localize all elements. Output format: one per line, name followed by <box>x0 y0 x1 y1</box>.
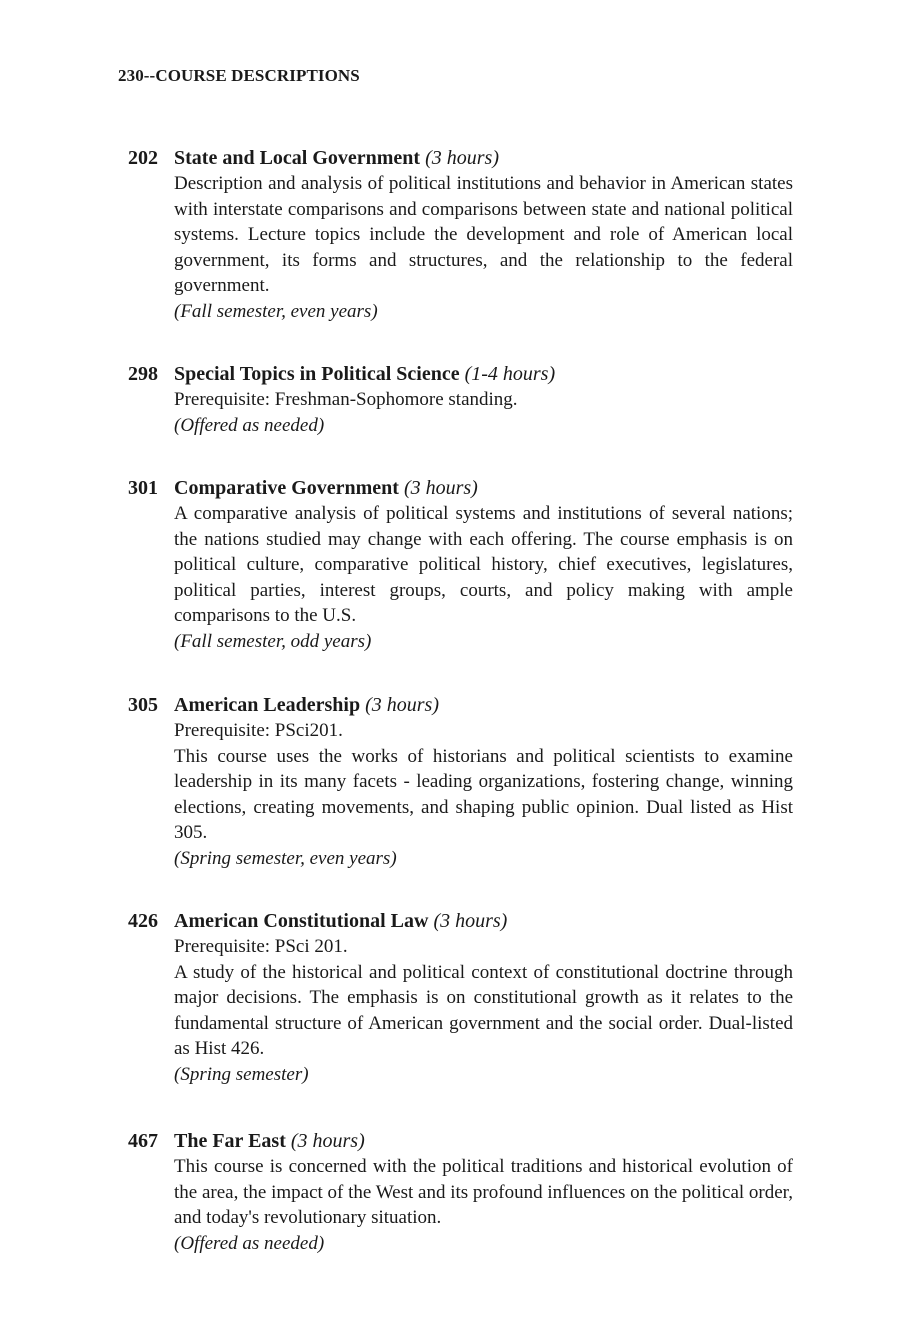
course-hours: (1-4 hours) <box>464 363 556 385</box>
course-number: 426 <box>128 910 158 932</box>
course-hours: (3 hours) <box>365 694 439 716</box>
course-title: The Far East <box>174 1130 286 1152</box>
course-title: American Leadership <box>174 694 361 716</box>
course-entry-202 <box>128 145 793 325</box>
course-title: Comparative Government <box>174 477 399 499</box>
course-description: A comparative analysis of political systems and institutions of several nations; the nations studied may change with each offering. The course emphasis is on political culture, comparative political history, chief executives, legislatures, political parties, interest groups, courts, and policy making with ample comparisons to the U.S. <box>174 503 793 627</box>
course-title: Special Topics in Political Science <box>174 363 460 385</box>
course-number: 467 <box>128 1130 158 1152</box>
course-hours: (3 hours) <box>433 910 508 932</box>
course-entry-305 <box>128 692 793 872</box>
course-body <box>174 387 793 438</box>
course-prerequisite: Prerequisite: Freshman-Sophomore standing. <box>174 389 518 410</box>
course-description: Description and analysis of political institutions and behavior in American states with interstate comparisons and comparisons between state and national political systems. Lecture topics include the development and role of American local government, its forms and structures, and the relationship to the federal government. <box>174 173 793 297</box>
page-header: 230--COURSE DESCRIPTIONS <box>118 66 360 85</box>
course-number: 301 <box>128 477 158 499</box>
course-entry-467 <box>128 1128 793 1256</box>
course-body <box>174 171 793 325</box>
course-schedule: (Fall semester, odd years) <box>174 630 372 652</box>
course-description: This course is concerned with the political traditions and historical evolution of the area, the impact of the West and its profound influences on the political order, and today's revolutionary situation. <box>174 1156 793 1229</box>
course-schedule: (Spring semester) <box>174 1063 309 1085</box>
course-body <box>174 934 793 1088</box>
course-body <box>174 501 793 655</box>
course-number: 298 <box>128 363 158 385</box>
course-hours: (3 hours) <box>290 1130 365 1152</box>
course-schedule: (Fall semester, even years) <box>174 300 378 322</box>
course-entry-298 <box>128 361 793 438</box>
course-body <box>174 1154 793 1256</box>
course-heading <box>128 145 793 171</box>
course-body <box>174 718 793 872</box>
course-description: This course uses the works of historians and political scientists to examine leadership in its many facets - leading organizations, fostering change, winning elections, creating movements, and shaping public opinion. Dual listed as Hist 305. <box>174 745 793 844</box>
course-description: A study of the historical and political context of constitutional doctrine through major decisions. The emphasis is on constitutional growth as it relates to the fundamental structure of American government and the social order. Dual-listed as Hist 426. <box>174 961 793 1060</box>
course-entry-301 <box>128 475 793 655</box>
course-hours: (3 hours) <box>403 477 478 499</box>
course-number: 202 <box>128 147 158 169</box>
course-prerequisite: Prerequisite: PSci 201. <box>174 936 348 957</box>
course-schedule: (Offered as needed) <box>174 414 325 436</box>
course-heading <box>128 1128 793 1154</box>
course-entry-426 <box>128 908 793 1088</box>
course-number: 305 <box>128 694 158 716</box>
course-prerequisite: Prerequisite: PSci201. <box>174 720 343 741</box>
course-schedule: (Offered as needed) <box>174 1232 325 1254</box>
course-heading <box>128 908 793 934</box>
course-schedule: (Spring semester, even years) <box>174 847 397 869</box>
course-hours: (3 hours) <box>425 147 499 169</box>
course-heading <box>128 361 793 387</box>
course-title: State and Local Government <box>174 147 421 169</box>
course-title: American Constitutional Law <box>174 910 429 932</box>
course-heading <box>128 475 793 501</box>
course-heading <box>128 692 793 718</box>
